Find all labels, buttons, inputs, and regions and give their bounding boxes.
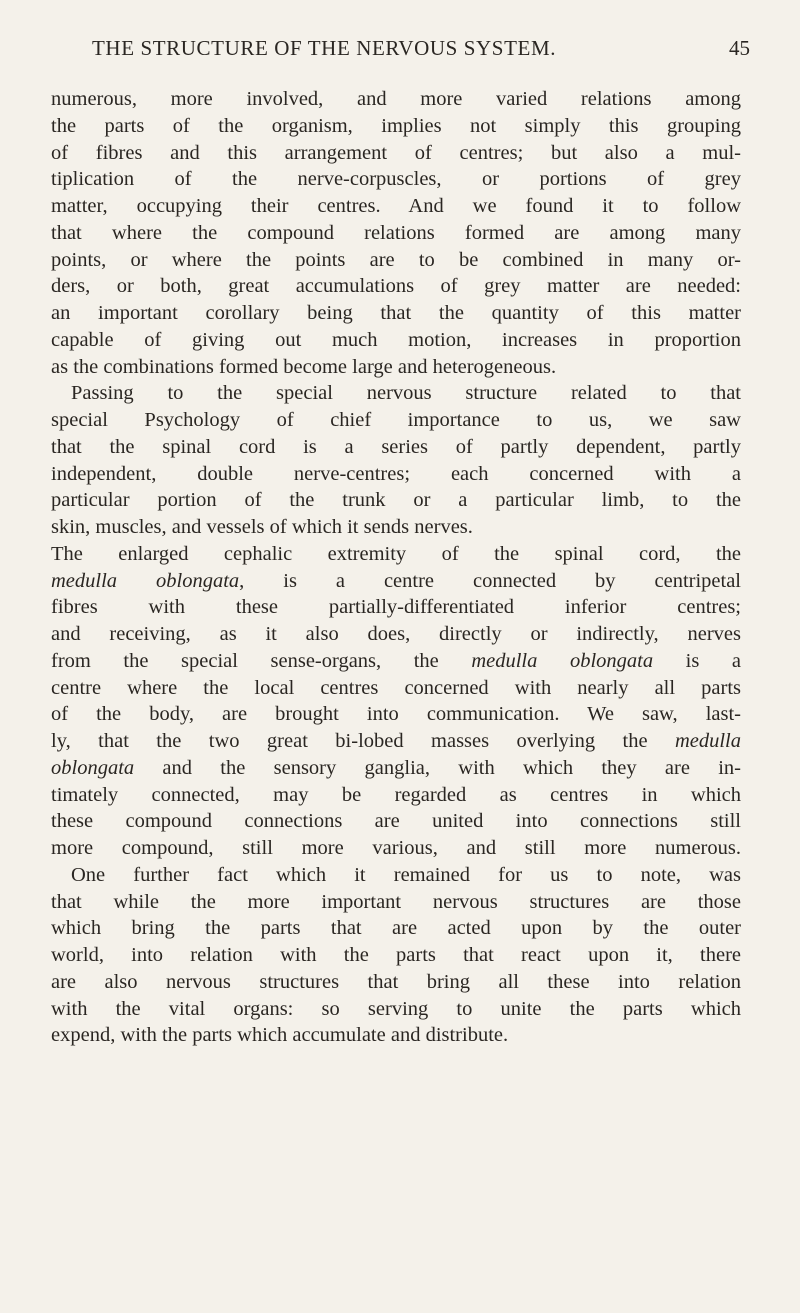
- text-run: fibres with these partially-differentiated inferior centres;: [51, 596, 741, 619]
- text-line: [51, 193, 741, 220]
- text-line: [51, 835, 741, 862]
- text-line: [51, 621, 741, 648]
- text-line: [51, 354, 741, 381]
- text-line: [51, 113, 741, 140]
- text-line: [51, 648, 741, 675]
- italic-term: medulla oblongata: [51, 569, 240, 592]
- text-run: independent, double nerve-centres; each concerned with a: [51, 462, 741, 485]
- text-run: matter, occupying their centres. And we found it to follow: [51, 195, 741, 217]
- text-run: particular portion of the trunk or a particular limb, to the: [51, 489, 741, 512]
- text-run: which bring the parts that are acted upon by the outer: [51, 917, 741, 940]
- text-line: [51, 273, 741, 300]
- text-line: [51, 461, 741, 488]
- text-line: [51, 327, 741, 354]
- text-run: expend, with the parts which accumulate and distribute.: [51, 1024, 509, 1047]
- text-line: [51, 514, 741, 541]
- page-header: [68, 36, 750, 66]
- text-run: of fibres and this arrangement of centres; but also a mul-: [51, 141, 741, 164]
- italic-term: medulla oblongata: [471, 649, 654, 672]
- text-line: [51, 701, 741, 728]
- text-line: [51, 969, 741, 996]
- text-run: as the combinations formed become large and heterogeneous.: [51, 355, 557, 378]
- text-line: [51, 300, 741, 327]
- text-run: from the special sense-organs, the: [51, 649, 472, 672]
- text-run: ders, or both, great accumulations of grey matter are needed:: [51, 275, 741, 298]
- text-run: skin, muscles, and vessels of which it sends nerves.: [51, 516, 473, 538]
- text-line: [51, 594, 741, 621]
- text-run: centre where the local centres concerned with nearly all parts: [51, 676, 741, 699]
- text-run: that the spinal cord is a series of partly dependent, partly: [51, 435, 741, 458]
- text-run: timately connected, may be regarded as centres in which: [51, 783, 741, 806]
- text-line: [51, 755, 741, 782]
- text-run: that while the more important nervous structures are those: [51, 890, 741, 913]
- text-run: is a: [653, 649, 741, 672]
- text-run: are also nervous structures that bring all these into relation: [51, 970, 741, 993]
- text-line: [51, 247, 741, 274]
- body-text: [51, 86, 741, 1049]
- text-line: [51, 808, 741, 835]
- text-line: [51, 675, 741, 702]
- text-run: The enlarged cephalic extremity of the spinal cord, the: [51, 542, 741, 565]
- text-line: [51, 862, 741, 889]
- text-run: that where the compound relations formed are among many: [51, 221, 741, 244]
- text-run: ly, that the two great bi-lobed masses overlying the: [51, 730, 675, 752]
- text-line: [51, 915, 741, 942]
- text-line: [51, 86, 741, 113]
- text-run: One further fact which it remained for us to note, was: [71, 863, 741, 886]
- text-run: special Psychology of chief importance to us, we saw: [51, 409, 741, 431]
- text-run: and the sensory ganglia, with which they are in-: [134, 756, 741, 779]
- text-run: capable of giving out much motion, increases in proportion: [51, 328, 741, 351]
- text-line: [51, 782, 741, 809]
- page-number: 45: [729, 36, 750, 60]
- text-line: [51, 728, 741, 755]
- text-run: , is a centre connected by centripetal: [239, 569, 742, 592]
- text-line: [51, 140, 741, 167]
- text-line: [51, 942, 741, 969]
- text-run: with the vital organs: so serving to unite the parts which: [51, 997, 741, 1020]
- italic-term: medulla: [674, 730, 741, 752]
- text-line: [51, 487, 741, 514]
- running-head: THE STRUCTURE OF THE NERVOUS SYSTEM.: [92, 36, 557, 60]
- text-run: world, into relation with the parts that react upon it, there: [51, 944, 741, 966]
- italic-term: oblongata: [51, 756, 135, 779]
- text-run: Passing to the special nervous structure related to that: [71, 382, 741, 405]
- text-run: points, or where the points are to be combined in many or-: [51, 248, 741, 271]
- text-run: of the body, are brought into communication. We saw, last-: [51, 703, 741, 726]
- text-run: an important corollary being that the quantity of this matter: [51, 302, 741, 324]
- text-run: and receiving, as it also does, directly or indirectly, nerves: [51, 623, 741, 645]
- text-line: [51, 1022, 741, 1049]
- text-run: tiplication of the nerve-corpuscles, or portions of grey: [51, 168, 741, 191]
- text-line: [51, 541, 741, 568]
- text-run: numerous, more involved, and more varied relations among: [51, 88, 741, 110]
- text-line: [51, 380, 741, 407]
- text-line: [51, 407, 741, 434]
- text-line: [51, 434, 741, 461]
- text-run: the parts of the organism, implies not simply this grouping: [51, 114, 741, 137]
- text-line: [51, 166, 741, 193]
- text-line: [51, 220, 741, 247]
- text-line: [51, 568, 741, 595]
- text-line: [51, 996, 741, 1023]
- text-run: more compound, still more various, and still more numerous.: [51, 837, 741, 859]
- text-line: [51, 889, 741, 916]
- text-run: these compound connections are united into connections still: [51, 810, 741, 833]
